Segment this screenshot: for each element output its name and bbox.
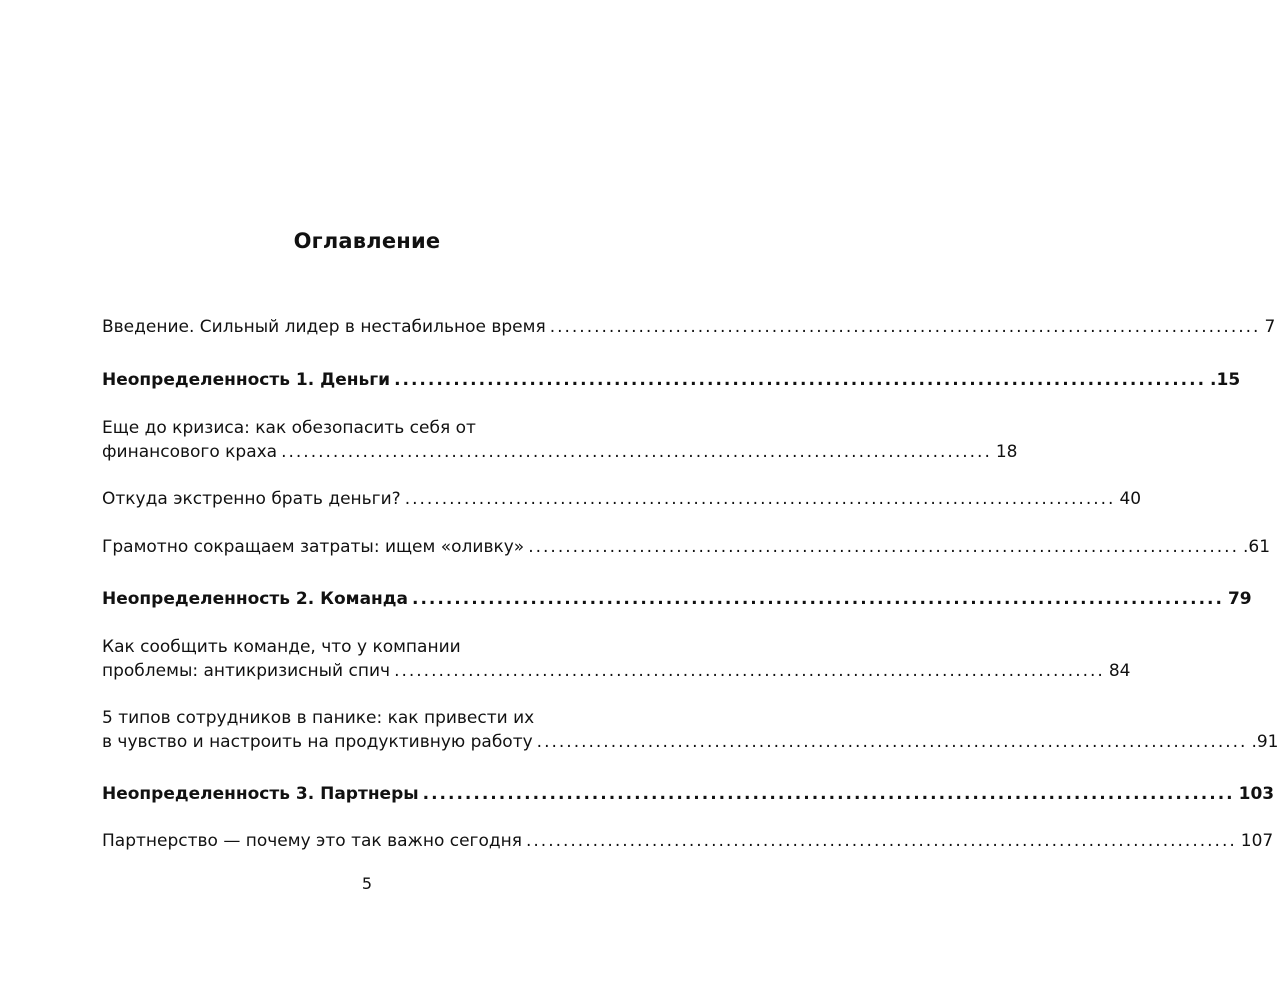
toc-entry-title-continued: в чувство и настроить на продуктивную работу <box>102 732 533 752</box>
toc-entry-page: 107 <box>1240 831 1274 851</box>
toc-entry[interactable] <box>102 416 1018 464</box>
toc-section-heading[interactable] <box>102 368 1241 392</box>
dot-leader: ................................................................................................ <box>404 489 1116 509</box>
toc-entry-title: Откуда экстренно брать деньги? <box>102 489 401 509</box>
toc-section-title: Неопределенность 1. Деньги <box>102 370 391 390</box>
page-title: Оглавление <box>293 229 441 253</box>
toc-entry-page: 40 <box>1119 489 1142 509</box>
page-number: 5 <box>361 874 373 893</box>
dot-leader: ................................................................................................ <box>549 317 1261 337</box>
toc-entry-page: 7 <box>1264 317 1276 337</box>
toc-entry-title: Партнерство — почему это так важно сегодня <box>102 831 522 851</box>
dot-leader: ................................................................................................ <box>394 370 1207 390</box>
dot-leader: ................................................................................................ <box>411 589 1224 609</box>
toc-section-heading[interactable] <box>102 587 1252 611</box>
dot-leader: ................................................................................................ <box>394 661 1105 681</box>
toc-entry-page: .91 <box>1251 732 1278 752</box>
toc-section-heading[interactable] <box>102 782 1275 806</box>
toc-entry[interactable] <box>102 487 1142 511</box>
toc-entry-title: Грамотно сокращаем затраты: ищем «оливку» <box>102 537 525 557</box>
dot-leader: ................................................................................................ <box>528 537 1239 557</box>
toc-entry-title-continued: финансового краха <box>102 442 278 462</box>
toc-entry[interactable] <box>102 315 1276 339</box>
toc-entry-page: .61 <box>1242 537 1271 557</box>
toc-entry-title: Введение. Сильный лидер в нестабильное время <box>102 317 546 337</box>
toc-entry[interactable] <box>102 706 1278 754</box>
toc-entry-title: 5 типов сотрудников в панике: как привести их <box>102 708 535 728</box>
toc-entry-page: 84 <box>1108 661 1131 681</box>
toc-section-page: .15 <box>1210 370 1241 390</box>
toc-section-title: Неопределенность 3. Партнеры <box>102 784 419 804</box>
dot-leader: ................................................................................................ <box>536 732 1248 752</box>
toc-entry-page: 18 <box>995 442 1018 462</box>
toc-entry-title: Еще до кризиса: как обезопасить себя от <box>102 418 476 438</box>
dot-leader: ................................................................................................ <box>281 442 992 462</box>
toc-entry-title-continued: проблемы: антикризисный спич <box>102 661 391 681</box>
toc-entry[interactable] <box>102 829 1274 853</box>
toc-section-title: Неопределенность 2. Команда <box>102 589 408 609</box>
toc-section-page: 103 <box>1238 784 1275 804</box>
toc-entry[interactable] <box>102 635 1131 683</box>
dot-leader: ................................................................................................ <box>422 784 1235 804</box>
toc-entry-title: Как сообщить команде, что у компании <box>102 637 461 657</box>
dot-leader: ................................................................................................ <box>525 831 1237 851</box>
toc-entry[interactable] <box>102 535 1271 559</box>
toc-section-page: 79 <box>1227 589 1252 609</box>
